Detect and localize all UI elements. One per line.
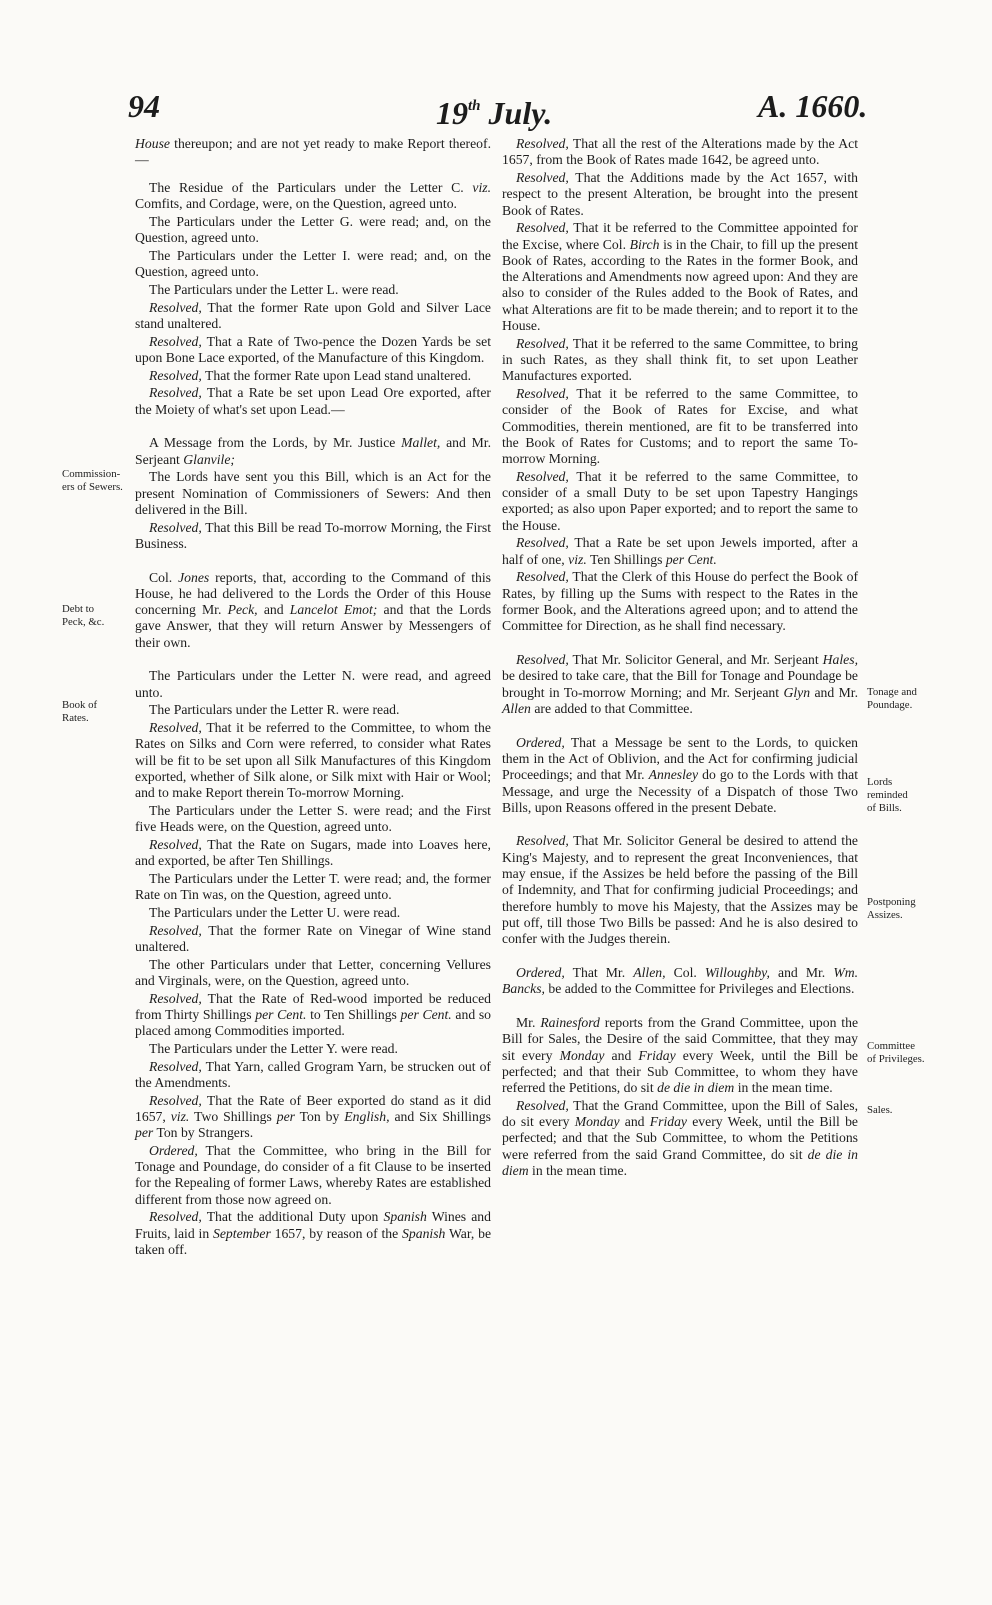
resolution: Resolved, That the Rate on Sugars, made into Loaves here, and exported, be after Ten Shillings. bbox=[135, 836, 491, 869]
paragraph: Col. Jones reports, that, according to the Command of this House, he had delivered to the Lords the Order of this House concerning Mr. Peck, and Lancelot Emot; and that the Lords gave Answer, that they will return Answer by Messengers of their own. bbox=[135, 569, 492, 650]
margin-note-book-of-rates: Book of Rates. bbox=[62, 699, 98, 725]
resolution: Resolved, That the Rate of Red-wood imported be reduced from Thirty Shillings per Cent. to Ten Shillings per Cent. and so placed among Commodities imported. bbox=[135, 990, 492, 1039]
paragraph: The Particulars under the Letter S. were read; and the First five Heads were, on the Question, agreed unto. bbox=[135, 802, 491, 835]
margin-note-sales: Sales. bbox=[867, 1104, 893, 1116]
lords-message: A Message from the Lords, by Mr. Justice Mallet, and Mr. Serjeant Glanvile; bbox=[135, 435, 491, 467]
resolution: Resolved, That this Bill be read To-morrow Morning, the First Business. bbox=[135, 519, 491, 551]
resolution: Resolved, That it be referred to the Committee, to whom the Rates on Silks and Corn were referred, to consider what Rates will be fit to be set upon all Silk Manufactures of this Kingdom exported, whether of Silk alone, or Silk mixt with Hair or Wool; and to make Report therein To-morrow Morning. bbox=[135, 720, 491, 801]
resolution: Resolved, That the former Rate on Vinegar of Wine stand unaltered. bbox=[135, 922, 491, 954]
order: Ordered, That the Committee, who bring in the Bill for Tonage and Poundage, do consider of a fit Clause to be inserted for the Repealing of former Laws, whereby Rates are established different from those now agreed on. bbox=[135, 1142, 491, 1207]
resolution: Resolved, That the Rate of Beer exported do stand as it did 1657, viz. Two Shillings per Ton by English, and Six Shillings per Ton by Strangers. bbox=[135, 1092, 491, 1141]
page-header bbox=[0, 86, 992, 136]
page-year: A. 1660. bbox=[758, 88, 868, 124]
paragraph: The other Particulars under that Letter, concerning Vellures and Virginals, were, on the Question, agreed unto. bbox=[135, 956, 491, 988]
paragraph: The Particulars under the Letter Y. were read. bbox=[149, 1040, 398, 1056]
margin-note-commissioners: Commission- ers of Sewers. bbox=[62, 468, 123, 494]
resolution: Resolved, That the Grand Committee, upon the Bill of Sales, do sit every Monday and Friday every Week, until the Bill be perfected; and that the Sub Committee, to whom the Petitions were referred from the said Grand Committee, do sit de die in diem in the mean time. bbox=[502, 1097, 859, 1178]
left-column bbox=[135, 136, 491, 1260]
right-column bbox=[502, 136, 858, 1181]
resolution: Resolved, That a Rate be set upon Jewels imported, after a half of one, viz. Ten Shillings per Cent. bbox=[502, 535, 858, 567]
month: July. bbox=[488, 95, 553, 131]
margin-note-debt: Debt to Peck, &c. bbox=[62, 603, 105, 629]
page-date bbox=[436, 86, 552, 133]
resolution: Resolved, That all the rest of the Alterations made by the Act 1657, from the Book of Rates made 1642, be agreed unto. bbox=[502, 136, 858, 168]
margin-note-tonage: Tonage and Poundage. bbox=[867, 686, 917, 712]
paragraph: The Particulars under the Letter U. were read. bbox=[149, 904, 401, 920]
paragraph: The Particulars under the Letter G. were read; and, on the Question, agreed unto. bbox=[135, 213, 491, 246]
resolution: Resolved, That a Rate of Two-pence the Dozen Yards be set upon Bone Lace exported, of the Manufacture of this Kingdom. bbox=[135, 333, 491, 365]
resolution: Resolved, That the additional Duty upon Spanish Wines and Fruits, laid in September 1657, by reason of the Spanish War, be taken off. bbox=[135, 1209, 492, 1257]
resolution: Resolved, That it be referred to the same Committee, to consider of the Book of Rates for Excise, and what Commodities, therein mentioned, are fit to be transferred into the Book of Rates for Customs; and to report the same To-morrow Morning. bbox=[502, 386, 858, 467]
resolution: Resolved, That Mr. Solicitor General be desired to attend the King's Majesty, and to represent the great Inconveniences, that may ensue, if the Assizes be held before the passing of the Bill of Indemnity, and That for confirming judicial Proceedings; and therefore humbly to move his Majesty, that the Assizes may be put off, till those Two Bills be passed: And he is also desired to confer with the Judges therein. bbox=[502, 833, 858, 947]
resolution: Resolved, That a Rate be set upon Lead Ore exported, after the Moiety of what's set upon Lead.— bbox=[135, 385, 491, 417]
resolution: Resolved, That it be referred to the same Committee, to consider of a small Duty to be set upon Tapestry Hangings exported; as also upon Paper exported; and to report the same to the House. bbox=[502, 468, 858, 533]
order: Ordered, That a Message be sent to the Lords, to quicken them in the Act of Oblivion, and the Act for confirming judicial Proceedings; and that Mr. Annesley do go to the Lords with that Message, and urge the Necessity of a Dispatch of those Two Bills, upon Reasons offered in the present Debate. bbox=[502, 734, 859, 815]
paragraph: The Particulars under the Letter R. were read. bbox=[149, 702, 400, 718]
paragraph: The Particulars under the Letter N. were read, and agreed unto. bbox=[135, 668, 491, 700]
paragraph: House thereupon; and are not yet ready to make Report thereof.— bbox=[135, 136, 491, 168]
paragraph: Mr. Rainesford reports from the Grand Committee, upon the Bill for Sales, the Desire of the said Committee, that they may sit every Monday and Friday every Week, until the Bill be perfected; and that their Sub Committee, to whom they have referred the Petitions, do sit de die in diem in the mean time. bbox=[502, 1014, 859, 1096]
paragraph: The Residue of the Particulars under the Letter C. viz. Comfits, and Cordage, were, on the Question, agreed unto. bbox=[135, 179, 492, 212]
day-suffix: th bbox=[468, 98, 481, 114]
margin-note-postponing-assizes: Postponing Assizes. bbox=[867, 896, 916, 922]
resolution: Resolved, That Mr. Solicitor General, and Mr. Serjeant Hales, be desired to take care, that the Bill for Tonage and Poundage be brought in To-morrow Morning; and Mr. Serjeant Glyn and Mr. Allen are added to that Committee. bbox=[502, 652, 858, 716]
order: Ordered, That Mr. Allen, Col. Willoughby, and Mr. Wm. Bancks, be added to the Committee for Privileges and Elections. bbox=[502, 964, 859, 997]
margin-note-lords-reminded: Lords reminded of Bills. bbox=[867, 776, 908, 815]
paragraph: The Particulars under the Letter T. were read; and, the former Rate on Tin was, on the Question, agreed unto. bbox=[135, 870, 491, 903]
page-number: 94 bbox=[128, 88, 160, 124]
resolution: Resolved, That Yarn, called Grogram Yarn, be strucken out of the Amendments. bbox=[135, 1058, 491, 1090]
margin-note-committee-privileges: Committee of Privileges. bbox=[867, 1040, 925, 1066]
resolution: Resolved, That the former Rate upon Lead stand unaltered. bbox=[149, 367, 472, 383]
resolution: Resolved, That the Additions made by the Act 1657, with respect to the present Alteration, be brought into the present Book of Rates. bbox=[502, 169, 858, 218]
resolution: Resolved, That it be referred to the same Committee, to bring in such Rates, as they shall think fit, to set upon Leather Manufactures exported. bbox=[502, 335, 858, 384]
paragraph: The Particulars under the Letter L. were read. bbox=[149, 281, 399, 297]
paragraph: The Lords have sent you this Bill, which is an Act for the present Nomination of Commissioners of Sewers: And then delivered in the Bill. bbox=[135, 469, 491, 517]
resolution: Resolved, That the former Rate upon Gold and Silver Lace stand unaltered. bbox=[135, 299, 491, 331]
paragraph: The Particulars under the Letter I. were read; and, on the Question, agreed unto. bbox=[135, 247, 491, 280]
resolution: Resolved, That it be referred to the Committee appointed for the Excise, where Col. Birch is in the Chair, to fill up the present Book of Rates, according to the Rates in the former Book, and the Alterations and Amendments now agreed upon: And they are also to consider of the Rules added to the Book of Rates, and what Alterations are fit to be made therein; and to report it to the House. bbox=[502, 220, 859, 334]
resolution: Resolved, That the Clerk of this House do perfect the Book of Rates, by filling up the Sums with respect to the Rates in the former Book, and the Alterations agreed upon; and to attend the Committee for Direction, as he shall find necessary. bbox=[502, 569, 858, 634]
day: 19 bbox=[436, 95, 468, 131]
